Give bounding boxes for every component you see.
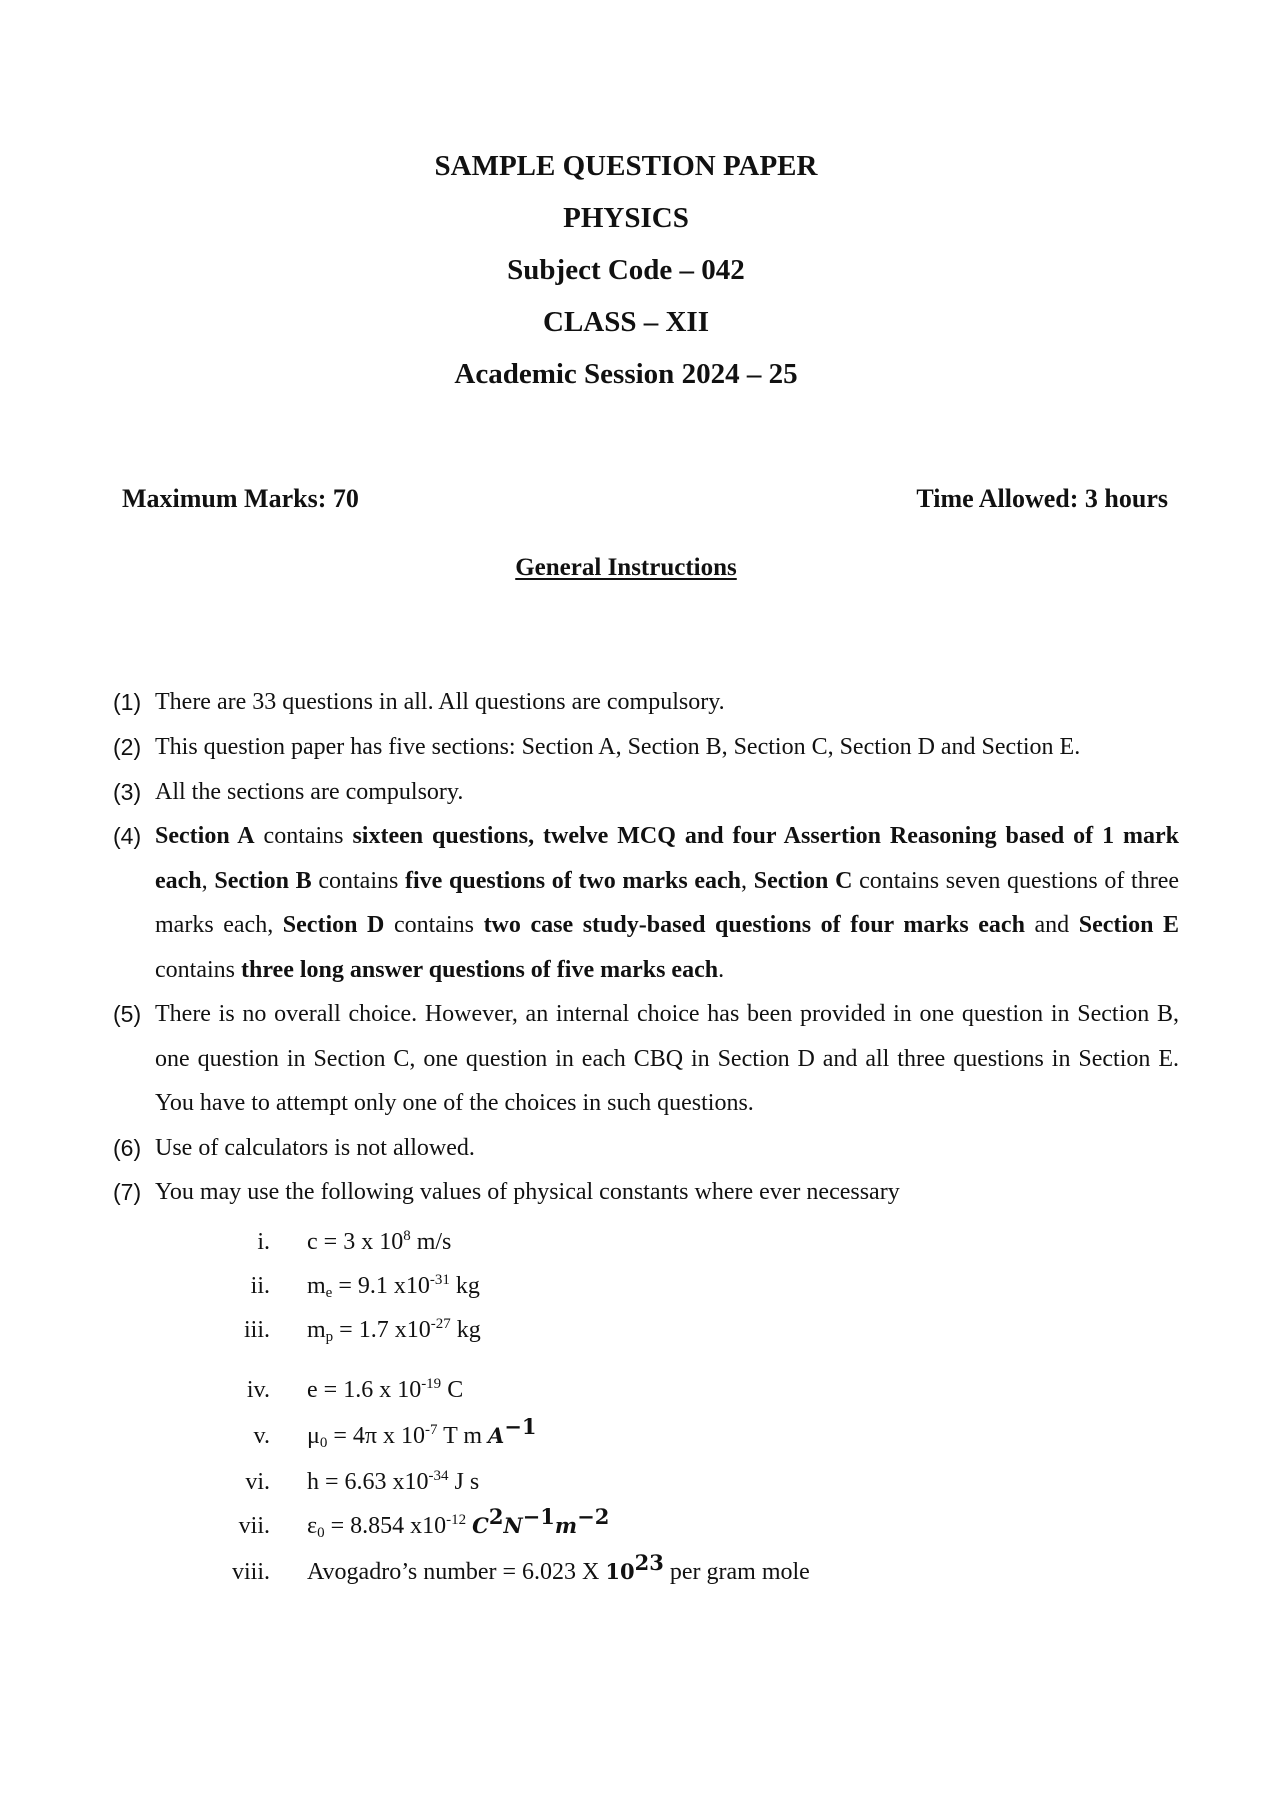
academic-session: Academic Session 2024 – 25 [454,358,798,390]
instruction-item: (6) Use of calculators is not allowed. [113,1135,475,1161]
general-instructions-heading: General Instructions [515,554,737,581]
instruction-item: (4) Section A contains sixteen questions, twelve MCQ and four Assertion Reasoning based of 1 mark each, Section B contains five questions of two marks each, Section C contains seven questions of three marks each, Section D contains two case study-based questions of four marks each and Section E contains three long answer questions of five marks each. [113,814,1179,992]
class-label: CLASS – XII [543,306,709,338]
subject-name: PHYSICS [563,202,689,234]
sections-description: Section A contains sixteen questions, twelve MCQ and four Assertion Reasoning based of 1 mark each, Section B contains five questions of two marks each, Section C contains seven questions of three marks each, Section D contains two case study-based questions of four marks each and Section E contains three long answer questions of five marks each. [155,823,1180,983]
instruction-item: (1) There are 33 questions in all. All questions are compulsory. [113,689,725,715]
subject-code: Subject Code – 042 [507,254,745,286]
paper-title: SAMPLE QUESTION PAPER [434,150,818,182]
maximum-marks: Maximum Marks: 70 [122,484,359,513]
question-paper-page: SAMPLE QUESTION PAPER PHYSICS Subject Code – 042 CLASS – XII Academic Session 2024 – 25 Maximum Marks: 70 Time Allowed: 3 hours General Instructions (1) There are 33 questions in all. All questions are compulsory. (2) This question paper has five sections: Section A, Section B, Section C, Section D and Section E. (3) All the sections are compulsory. (4) Section A contains sixteen questions, twelve MCQ and four Assertion Reasoning based of 1 mark each, Section B contains five questions of two marks each, Section C contains seven questions of three marks each, Section D contains two case study-based questions of four marks each and Section E contains three long answer questions of five marks each. (5) There is no overall choice. However, an internal choice has been provided in one question in Section B, one question in Section C, one question in each CBQ in Section D and all three questions in Section E. You have to attempt only one of the choices in such questions. (6) Use of calculators is not allowed. (7) You may use the following values of physical constants where ever necessary i. c = 3 x $10^8$ m/s ii. $m_e = 9.1$ $x10^{-31}$ kg iii. $m_p = 1.7$ $x10^{-27}$ kg iv. e = 1.6 x $10^{-19}$ C v. $\mu_0 = 4\pi$ x $10^{-7}$ T m $A^{-1}$ vi. h = 6.63 $x10^{-34}$ J s vii. $\varepsilon_0 = 8.854$ $x10^{-12}$ $C^2N^{-1}m^{-2}$ viii. Avogadro’s number = 6.023 X $10^{23}$ per gram mole [0,0,1280,1811]
instruction-item: (3) All the sections are compulsory. [113,779,464,805]
instruction-item: (5) There is no overall choice. However, an internal choice has been provided in one question in Section B, one question in Section C, one question in each CBQ in Section D and all three questions in Section E. You have to attempt only one of the choices in such questions. [113,1001,1179,1116]
instruction-item: (7) You may use the following values of physical constants where ever necessary [113,1179,900,1205]
instruction-item: (2) This question paper has five sections: Section A, Section B, Section C, Section D and Section E. [113,734,1081,760]
time-allowed: Time Allowed: 3 hours [916,484,1168,513]
